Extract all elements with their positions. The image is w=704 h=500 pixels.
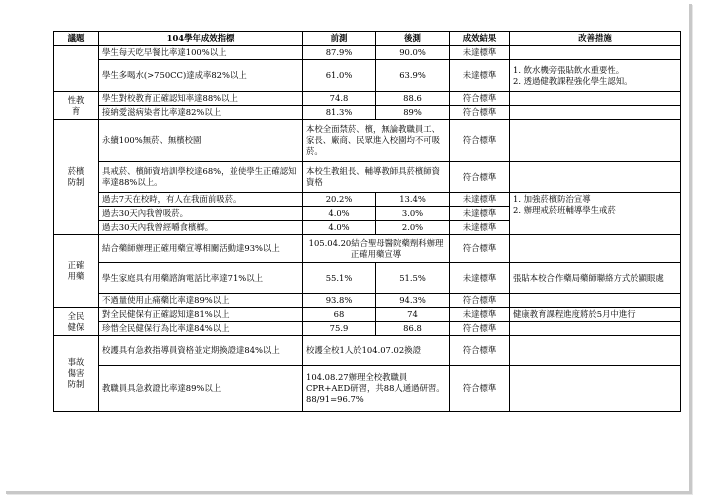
topic-line: 菸檳	[67, 166, 85, 177]
header-post-test: 後測	[376, 32, 450, 46]
topic-line: 性教	[67, 94, 85, 105]
pre-post-cell: 105.04.20結合聖母醫院藥劑科辦理正確用藥宣導	[303, 235, 450, 263]
result-cell: 未達標準	[450, 207, 510, 221]
result-cell: 符合標準	[450, 235, 510, 263]
topic-line: 育	[71, 105, 81, 116]
topic-line: 正確	[67, 260, 85, 271]
pre-test-cell: 74.8	[303, 92, 376, 106]
header-row	[54, 32, 681, 46]
table-row	[54, 162, 681, 193]
post-test-cell: 2.0%	[376, 221, 450, 235]
post-test-cell: 51.5%	[376, 263, 450, 294]
result-cell: 符合標準	[450, 162, 510, 193]
measure-line: 1. 加強菸檳防治宣導	[513, 194, 591, 204]
indicator-cell: 結合藥師辦理正確用藥宣導相關活動達93%以上	[99, 235, 303, 263]
indicator-cell: 教職員具急救證比率達89%以上	[99, 366, 303, 412]
measures-cell	[510, 322, 681, 336]
topic-line: 全民	[67, 310, 85, 321]
pre-post-cell: 104.08.27辦理全校教職員CPR+AED研習，共88人通過研習。88/91=96.7%	[303, 366, 450, 412]
pre-test-cell: 87.9%	[303, 46, 376, 60]
table-row	[54, 92, 681, 106]
header-indicator: 104學年成效指標	[99, 32, 303, 46]
table-row	[54, 46, 681, 60]
measures-cell	[510, 46, 681, 60]
indicator-cell: 過去30天內我曾吸菸。	[99, 207, 303, 221]
measures-cell	[510, 92, 681, 106]
indicator-cell: 珍惜全民健保行為比率達84%以上	[99, 322, 303, 336]
measure-line: 2. 透過健教課程強化學生認知。	[513, 75, 633, 86]
topic-line: 防制	[67, 378, 85, 389]
pre-test-cell: 4.0%	[303, 221, 376, 235]
result-cell: 未達標準	[450, 193, 510, 207]
topic-line: 事故	[67, 357, 85, 368]
indicator-cell: 對全民健保有正確認知達81%以上	[99, 308, 303, 322]
post-test-cell: 89%	[376, 106, 450, 120]
result-cell: 符合標準	[450, 92, 510, 106]
post-test-cell: 88.6	[376, 92, 450, 106]
result-cell: 未達標準	[450, 46, 510, 60]
result-cell: 符合標準	[450, 366, 510, 412]
topic-line: 健保	[67, 321, 85, 332]
result-cell: 未達標準	[450, 263, 510, 294]
table-row	[54, 106, 681, 120]
pre-test-cell: 75.9	[303, 322, 376, 336]
result-cell: 符合標準	[450, 106, 510, 120]
topic-cell-sex-education	[54, 92, 99, 120]
topic-cell-blank	[54, 46, 99, 92]
indicator-cell: 校護具有急救指導員資格並定期換證達84%以上	[99, 336, 303, 366]
pre-post-cell: 本校生教組長、輔導教師具菸檳師資資格	[303, 162, 450, 193]
document-page	[6, 4, 692, 494]
indicator-cell: 過去30天內我曾經嚼食檳榔。	[99, 221, 303, 235]
post-test-cell: 13.4%	[376, 193, 450, 207]
result-cell: 符合標準	[450, 322, 510, 336]
topic-cell-medication	[54, 235, 99, 308]
indicator-cell: 學生家庭具有用藥諮詢電話比率達71%以上	[99, 263, 303, 294]
indicator-cell: 學生對校教育正確認知率達88%以上	[99, 92, 303, 106]
measures-cell	[510, 162, 681, 193]
topic-line: 用藥	[67, 271, 85, 281]
measure-line: 1. 飲水機旁張貼飲水重要性。	[513, 64, 625, 75]
measures-cell: 健康教育課程進度將於5月中進行	[510, 308, 681, 322]
table-row	[54, 294, 681, 308]
pre-test-cell: 61.0%	[303, 60, 376, 92]
measures-cell	[510, 106, 681, 120]
result-cell: 符合標準	[450, 294, 510, 308]
table-row	[54, 235, 681, 263]
result-cell: 符合標準	[450, 120, 510, 162]
measures-cell	[510, 193, 681, 235]
measures-cell	[510, 366, 681, 412]
topic-line: 防制	[67, 177, 85, 187]
pre-test-cell: 20.2%	[303, 193, 376, 207]
table-row	[54, 322, 681, 336]
pre-test-cell: 68	[303, 308, 376, 322]
measures-cell	[510, 120, 681, 162]
post-test-cell: 74	[376, 308, 450, 322]
measures-cell	[510, 60, 681, 92]
outcome-table	[53, 31, 681, 412]
header-result: 成效結果	[450, 32, 510, 46]
measures-cell	[510, 294, 681, 308]
post-test-cell: 63.9%	[376, 60, 450, 92]
topic-cell-health-insurance	[54, 308, 99, 336]
header-measures: 改善措施	[510, 32, 681, 46]
table-row	[54, 263, 681, 294]
measure-line: 2. 辦理戒菸班輔導學生戒菸	[513, 204, 616, 215]
post-test-cell: 3.0%	[376, 207, 450, 221]
pre-post-cell: 校護全校1人於104.07.02換證	[303, 336, 450, 366]
indicator-cell: 學生多喝水(>750CC)達成率82%以上	[99, 60, 303, 92]
post-test-cell: 86.8	[376, 322, 450, 336]
measures-cell	[510, 235, 681, 263]
indicator-cell: 不過量使用止痛藥比率達89%以上	[99, 294, 303, 308]
topic-line: 傷害	[67, 368, 85, 379]
indicator-cell: 永續100%無菸、無檳校園	[99, 120, 303, 162]
table-row	[54, 60, 681, 92]
post-test-cell: 94.3%	[376, 294, 450, 308]
post-test-cell: 90.0%	[376, 46, 450, 60]
result-cell: 符合標準	[450, 336, 510, 366]
indicator-cell: 具戒菸、檳師資培訓學校達68%，並使學生正確認知率達88%以上。	[99, 162, 303, 193]
indicator-cell: 接納愛滋病染者比率達82%以上	[99, 106, 303, 120]
header-pre-test: 前測	[303, 32, 376, 46]
header-topic: 議題	[54, 32, 99, 46]
measures-cell: 張貼本校合作藥局藥師聯絡方式於顯眼處	[510, 263, 681, 294]
pre-post-cell: 本校全面禁菸、檳，無論教職員工、家長、廠商、民眾進入校園均不可吸菸。	[303, 120, 450, 162]
result-cell: 未達標準	[450, 221, 510, 235]
table-row	[54, 336, 681, 366]
result-cell: 未達標準	[450, 308, 510, 322]
topic-cell-injury-prevention	[54, 336, 99, 412]
result-cell: 未達標準	[450, 60, 510, 92]
pre-test-cell: 81.3%	[303, 106, 376, 120]
topic-cell-tobacco-betel	[54, 120, 99, 235]
pre-test-cell: 4.0%	[303, 207, 376, 221]
table-row	[54, 193, 681, 207]
pre-test-cell: 93.8%	[303, 294, 376, 308]
table-row	[54, 120, 681, 162]
table-row	[54, 308, 681, 322]
table-row	[54, 366, 681, 412]
indicator-cell: 學生每天吃早餐比率達100%以上	[99, 46, 303, 60]
measures-cell	[510, 336, 681, 366]
indicator-cell: 過去7天在校時，有人在我面前吸菸。	[99, 193, 303, 207]
pre-test-cell: 55.1%	[303, 263, 376, 294]
